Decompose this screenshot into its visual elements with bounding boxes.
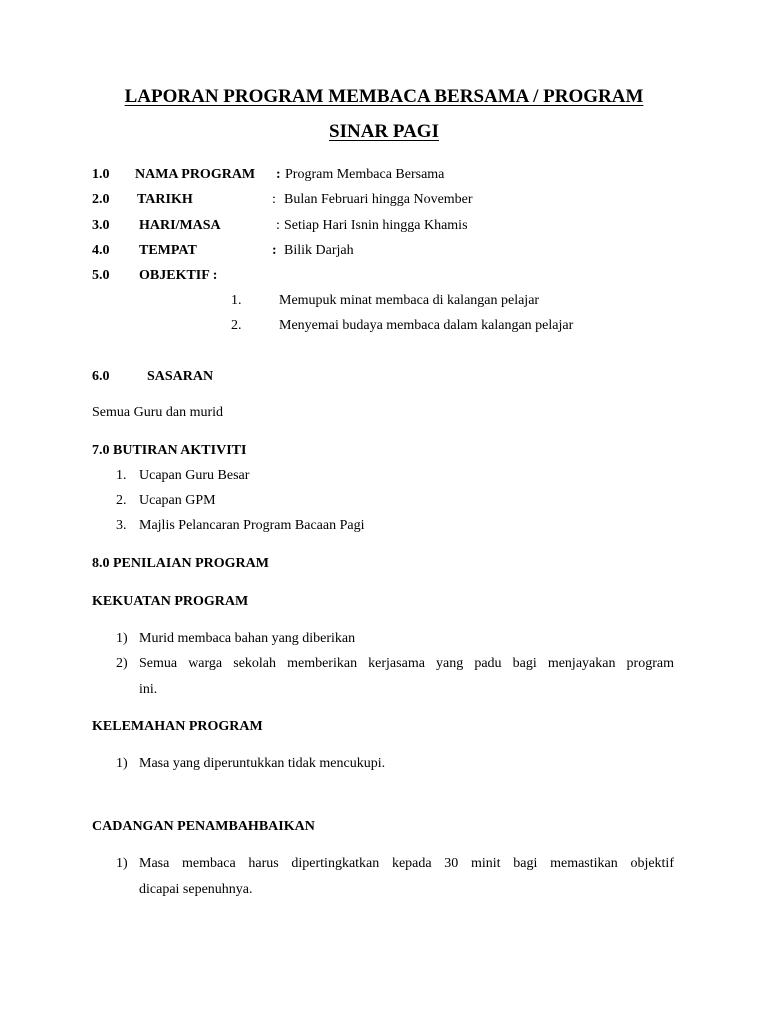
info-num-2: 2.0 (92, 192, 110, 207)
penilaian-heading: 8.0 PENILAIAN PROGRAM (92, 556, 269, 571)
info-sep-2: : (272, 192, 276, 207)
kekuatan-heading: KEKUATAN PROGRAM (92, 594, 249, 609)
butiran-item-text-3: Majlis Pelancaran Program Bacaan Pagi (139, 518, 365, 533)
kekuatan-item-text-1: Murid membaca bahan yang diberikan (139, 631, 356, 646)
info-label-2: TARIKH (137, 192, 193, 207)
cadangan-item-text-1-line2: dicapai sepenuhnya. (139, 882, 253, 897)
butiran-item-num-3: 3. (116, 518, 127, 533)
info-value-3: Setiap Hari Isnin hingga Khamis (284, 218, 468, 233)
kelemahan-item-text-1: Masa yang diperuntukkan tidak mencukupi. (139, 756, 386, 771)
sasaran-num: 6.0 (92, 369, 110, 384)
sasaran-label: SASARAN (147, 369, 214, 384)
info-num-3: 3.0 (92, 218, 110, 233)
butiran-item-num-1: 1. (116, 468, 127, 483)
info-value-1: Program Membaca Bersama (285, 167, 445, 182)
kekuatan-item-text-2-line2: ini. (139, 682, 158, 697)
kekuatan-item-num-1: 1) (116, 631, 128, 646)
cadangan-item-text-1-line1: Masa membaca harus dipertingkatkan kepada 30 minit bagi memastikan objektif (139, 856, 674, 871)
butiran-item-num-2: 2. (116, 493, 127, 508)
info-value-4: Bilik Darjah (284, 243, 354, 258)
kekuatan-item-text-2-line1: Semua warga sekolah memberikan kerjasama yang padu bagi menjayakan program (139, 656, 674, 671)
info-num-4: 4.0 (92, 243, 110, 258)
info-sep-1: : (276, 167, 281, 182)
sasaran-text: Semua Guru dan murid (92, 405, 224, 420)
kelemahan-heading: KELEMAHAN PROGRAM (92, 719, 263, 734)
objektif-num: 5.0 (92, 268, 110, 283)
butiran-item-text-1: Ucapan Guru Besar (139, 468, 250, 483)
info-value-2: Bulan Februari hingga November (284, 192, 473, 207)
objektif-item-text-1: Memupuk minat membaca di kalangan pelajar (279, 293, 540, 308)
cadangan-item-num-1: 1) (116, 856, 128, 871)
kelemahan-item-num-1: 1) (116, 756, 128, 771)
info-num-1: 1.0 (92, 167, 110, 182)
document-title-line1: LAPORAN PROGRAM MEMBACA BERSAMA / PROGRAM (124, 86, 644, 107)
info-sep-3: : (276, 218, 280, 233)
objektif-item-num-2: 2. (231, 318, 242, 333)
info-label-4: TEMPAT (139, 243, 197, 258)
document-title-line2: SINAR PAGI (329, 121, 439, 142)
kekuatan-item-num-2: 2) (116, 656, 128, 671)
objektif-label: OBJEKTIF : (139, 268, 218, 283)
butiran-item-text-2: Ucapan GPM (139, 493, 216, 508)
butiran-heading: 7.0 BUTIRAN AKTIVITI (92, 443, 247, 458)
info-sep-4: : (272, 243, 277, 258)
info-label-3: HARI/MASA (139, 218, 221, 233)
cadangan-heading: CADANGAN PENAMBAHBAIKAN (92, 819, 315, 834)
info-label-1: NAMA PROGRAM (135, 167, 256, 182)
objektif-item-num-1: 1. (231, 293, 242, 308)
objektif-item-text-2: Menyemai budaya membaca dalam kalangan pelajar (279, 318, 574, 333)
